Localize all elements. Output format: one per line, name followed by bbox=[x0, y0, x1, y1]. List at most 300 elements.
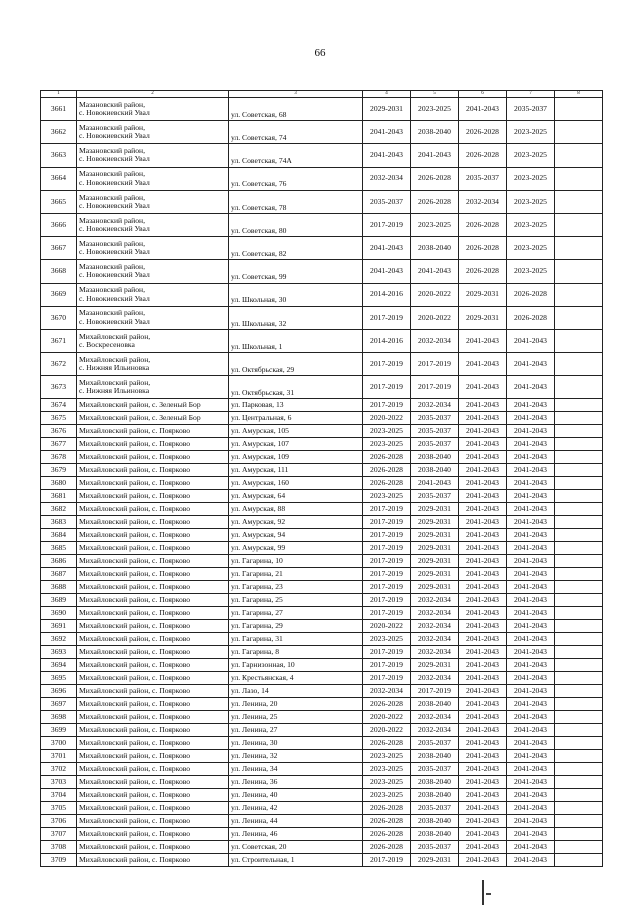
empty-col-8 bbox=[555, 724, 603, 737]
table-row bbox=[41, 802, 603, 815]
table-row bbox=[41, 438, 603, 451]
period-col-4: 2017-2019 bbox=[363, 399, 411, 412]
table-body bbox=[41, 91, 603, 867]
period-col-7: 2041-2043 bbox=[507, 659, 555, 672]
table-row bbox=[41, 376, 603, 399]
period-col-7: 2041-2043 bbox=[507, 828, 555, 841]
period-col-7: 2041-2043 bbox=[507, 724, 555, 737]
locality-line: Мазановский район, bbox=[79, 122, 145, 132]
table-row bbox=[41, 329, 603, 352]
period-col-7: 2035-2037 bbox=[507, 98, 555, 121]
table-row bbox=[41, 121, 603, 144]
address-cell: ул. Ленина, 27 bbox=[229, 724, 363, 737]
period-col-6: 2041-2043 bbox=[459, 828, 507, 841]
period-col-7: 2041-2043 bbox=[507, 815, 555, 828]
empty-col-8 bbox=[555, 329, 603, 352]
locality-cell bbox=[77, 685, 229, 698]
period-col-4: 2017-2019 bbox=[363, 672, 411, 685]
locality-cell bbox=[77, 737, 229, 750]
locality-line: Михайловский район, с. Поярково bbox=[79, 790, 191, 800]
address-cell: ул. Ленина, 46 bbox=[229, 828, 363, 841]
period-col-7: 2041-2043 bbox=[507, 672, 555, 685]
table-row bbox=[41, 594, 603, 607]
period-col-4: 2017-2019 bbox=[363, 213, 411, 236]
period-col-6: 2041-2043 bbox=[459, 659, 507, 672]
period-col-4: 2041-2043 bbox=[363, 260, 411, 283]
empty-col-8 bbox=[555, 633, 603, 646]
address-cell: ул. Гагарина, 29 bbox=[229, 620, 363, 633]
register-table bbox=[40, 90, 603, 867]
address-cell: ул. Гарнизонная, 10 bbox=[229, 659, 363, 672]
empty-col-8 bbox=[555, 685, 603, 698]
empty-col-8 bbox=[555, 425, 603, 438]
table-row bbox=[41, 503, 603, 516]
period-col-7: 2041-2043 bbox=[507, 737, 555, 750]
period-col-7: 2041-2043 bbox=[507, 594, 555, 607]
period-col-4: 2041-2043 bbox=[363, 121, 411, 144]
locality-cell bbox=[77, 477, 229, 490]
period-col-5: 2038-2040 bbox=[411, 828, 459, 841]
period-col-7: 2041-2043 bbox=[507, 464, 555, 477]
table-row bbox=[41, 750, 603, 763]
locality-cell bbox=[77, 750, 229, 763]
empty-col-8 bbox=[555, 607, 603, 620]
address-cell: ул. Лазо, 14 bbox=[229, 685, 363, 698]
empty-col-8 bbox=[555, 750, 603, 763]
locality-line: Михайловский район, с. Поярково bbox=[79, 569, 191, 579]
period-col-4: 2017-2019 bbox=[363, 353, 411, 376]
period-col-6: 2041-2043 bbox=[459, 451, 507, 464]
period-col-5: 2032-2034 bbox=[411, 672, 459, 685]
locality-cell bbox=[77, 425, 229, 438]
table-row bbox=[41, 237, 603, 260]
locality-line: с. Нижняя Ильиновка bbox=[79, 363, 150, 373]
row-number: 3678 bbox=[41, 451, 77, 464]
period-col-7: 2041-2043 bbox=[507, 376, 555, 399]
period-col-5: 2023-2025 bbox=[411, 213, 459, 236]
empty-col-8 bbox=[555, 659, 603, 672]
address-cell: ул. Гагарина, 8 bbox=[229, 646, 363, 659]
locality-line: с. Новокиевский Увал bbox=[79, 270, 150, 280]
locality-line: Михайловский район, с. Поярково bbox=[79, 647, 191, 657]
period-col-4: 2017-2019 bbox=[363, 503, 411, 516]
row-number: 3667 bbox=[41, 237, 77, 260]
address-cell: ул. Октябрьская, 31 bbox=[229, 376, 363, 399]
locality-cell bbox=[77, 542, 229, 555]
locality-line: Михайловский район, с. Поярково bbox=[79, 556, 191, 566]
row-number: 3694 bbox=[41, 659, 77, 672]
period-col-6: 2041-2043 bbox=[459, 737, 507, 750]
empty-col-8 bbox=[555, 594, 603, 607]
locality-line: Михайловский район, с. Поярково bbox=[79, 595, 191, 605]
table-row bbox=[41, 425, 603, 438]
table-row bbox=[41, 167, 603, 190]
address-cell: ул. Школьная, 30 bbox=[229, 283, 363, 306]
period-col-6: 2041-2043 bbox=[459, 376, 507, 399]
period-col-6: 2026-2028 bbox=[459, 144, 507, 167]
row-number: 3708 bbox=[41, 841, 77, 854]
period-col-6: 2041-2043 bbox=[459, 399, 507, 412]
period-col-4: 2026-2028 bbox=[363, 737, 411, 750]
locality-line: с. Новокиевский Увал bbox=[79, 247, 150, 257]
locality-cell bbox=[77, 260, 229, 283]
row-number: 3665 bbox=[41, 190, 77, 213]
address-cell: ул. Ленина, 25 bbox=[229, 711, 363, 724]
address-cell: ул. Гагарина, 27 bbox=[229, 607, 363, 620]
address-cell: ул. Советская, 76 bbox=[229, 167, 363, 190]
table-row bbox=[41, 776, 603, 789]
row-number: 3686 bbox=[41, 555, 77, 568]
locality-line: Мазановский район, bbox=[79, 285, 145, 295]
locality-cell bbox=[77, 789, 229, 802]
empty-col-8 bbox=[555, 283, 603, 306]
address-cell: ул. Советская, 68 bbox=[229, 98, 363, 121]
empty-col-8 bbox=[555, 581, 603, 594]
period-col-7: 2041-2043 bbox=[507, 399, 555, 412]
table-row bbox=[41, 815, 603, 828]
address-cell: ул. Амурская, 107 bbox=[229, 438, 363, 451]
period-col-4: 2023-2025 bbox=[363, 438, 411, 451]
locality-line: Мазановский район, bbox=[79, 262, 145, 272]
table-row bbox=[41, 789, 603, 802]
period-col-6: 2041-2043 bbox=[459, 568, 507, 581]
period-col-6: 2041-2043 bbox=[459, 353, 507, 376]
period-col-4: 2026-2028 bbox=[363, 477, 411, 490]
locality-line: Михайловский район, с. Поярково bbox=[79, 517, 191, 527]
table-row bbox=[41, 464, 603, 477]
period-col-4: 2023-2025 bbox=[363, 763, 411, 776]
period-col-5: 2029-2031 bbox=[411, 542, 459, 555]
address-cell: ул. Амурская, 99 bbox=[229, 542, 363, 555]
locality-cell bbox=[77, 828, 229, 841]
locality-cell bbox=[77, 841, 229, 854]
address-cell: ул. Амурская, 88 bbox=[229, 503, 363, 516]
table-row bbox=[41, 260, 603, 283]
period-col-4: 2026-2028 bbox=[363, 841, 411, 854]
table-row bbox=[41, 711, 603, 724]
period-col-6: 2041-2043 bbox=[459, 711, 507, 724]
period-col-5: 2029-2031 bbox=[411, 529, 459, 542]
period-col-5: 2032-2034 bbox=[411, 329, 459, 352]
empty-col-8 bbox=[555, 841, 603, 854]
locality-line: с. Новокиевский Увал bbox=[79, 154, 150, 164]
address-cell: ул. Советская, 99 bbox=[229, 260, 363, 283]
empty-col-8 bbox=[555, 376, 603, 399]
locality-cell bbox=[77, 98, 229, 121]
table-row bbox=[41, 737, 603, 750]
locality-line: Михайловский район, с. Поярково bbox=[79, 777, 191, 787]
row-number: 3709 bbox=[41, 854, 77, 867]
period-col-6: 2041-2043 bbox=[459, 490, 507, 503]
address-cell: ул. Школьная, 32 bbox=[229, 306, 363, 329]
period-col-4: 2014-2016 bbox=[363, 329, 411, 352]
empty-col-8 bbox=[555, 451, 603, 464]
period-col-5: 2017-2019 bbox=[411, 353, 459, 376]
column-number: 4 bbox=[363, 91, 411, 98]
locality-line: с. Воскресеновка bbox=[79, 339, 135, 349]
table-row bbox=[41, 144, 603, 167]
empty-col-8 bbox=[555, 399, 603, 412]
locality-cell bbox=[77, 555, 229, 568]
address-cell: ул. Ленина, 30 bbox=[229, 737, 363, 750]
period-col-7: 2041-2043 bbox=[507, 620, 555, 633]
period-col-5: 2032-2034 bbox=[411, 399, 459, 412]
period-col-5: 2041-2043 bbox=[411, 144, 459, 167]
locality-cell bbox=[77, 568, 229, 581]
period-col-5: 2032-2034 bbox=[411, 620, 459, 633]
period-col-6: 2041-2043 bbox=[459, 841, 507, 854]
row-number: 3672 bbox=[41, 353, 77, 376]
period-col-6: 2041-2043 bbox=[459, 607, 507, 620]
row-number: 3681 bbox=[41, 490, 77, 503]
row-number: 3668 bbox=[41, 260, 77, 283]
address-cell: ул. Октябрьская, 29 bbox=[229, 353, 363, 376]
address-cell: ул. Амурская, 105 bbox=[229, 425, 363, 438]
table-row bbox=[41, 854, 603, 867]
locality-line: Мазановский район, bbox=[79, 238, 145, 248]
locality-cell bbox=[77, 802, 229, 815]
period-col-4: 2023-2025 bbox=[363, 633, 411, 646]
period-col-4: 2026-2028 bbox=[363, 451, 411, 464]
row-number: 3700 bbox=[41, 737, 77, 750]
period-col-5: 2035-2037 bbox=[411, 802, 459, 815]
locality-cell bbox=[77, 237, 229, 260]
row-number: 3684 bbox=[41, 529, 77, 542]
table-row bbox=[41, 412, 603, 425]
period-col-5: 2038-2040 bbox=[411, 789, 459, 802]
row-number: 3707 bbox=[41, 828, 77, 841]
row-number: 3671 bbox=[41, 329, 77, 352]
empty-col-8 bbox=[555, 477, 603, 490]
locality-cell bbox=[77, 854, 229, 867]
address-cell: ул. Ленина, 40 bbox=[229, 789, 363, 802]
address-cell: ул. Гагарина, 21 bbox=[229, 568, 363, 581]
period-col-7: 2041-2043 bbox=[507, 763, 555, 776]
table-row bbox=[41, 213, 603, 236]
address-cell: ул. Ленина, 42 bbox=[229, 802, 363, 815]
locality-cell bbox=[77, 776, 229, 789]
locality-line: Мазановский район, bbox=[79, 146, 145, 156]
period-col-5: 2032-2034 bbox=[411, 607, 459, 620]
locality-cell bbox=[77, 329, 229, 352]
table-row bbox=[41, 555, 603, 568]
period-col-4: 2026-2028 bbox=[363, 698, 411, 711]
address-cell: ул. Советская, 82 bbox=[229, 237, 363, 260]
period-col-4: 2017-2019 bbox=[363, 376, 411, 399]
period-col-5: 2035-2037 bbox=[411, 412, 459, 425]
period-col-4: 2017-2019 bbox=[363, 607, 411, 620]
empty-col-8 bbox=[555, 672, 603, 685]
period-col-7: 2041-2043 bbox=[507, 685, 555, 698]
column-number: 5 bbox=[411, 91, 459, 98]
row-number: 3676 bbox=[41, 425, 77, 438]
locality-line: Михайловский район, с. Поярково bbox=[79, 673, 191, 683]
table-row bbox=[41, 542, 603, 555]
period-col-4: 2017-2019 bbox=[363, 854, 411, 867]
locality-cell bbox=[77, 144, 229, 167]
period-col-7: 2041-2043 bbox=[507, 438, 555, 451]
empty-col-8 bbox=[555, 438, 603, 451]
row-number: 3695 bbox=[41, 672, 77, 685]
period-col-6: 2041-2043 bbox=[459, 776, 507, 789]
table-row bbox=[41, 190, 603, 213]
table-row bbox=[41, 633, 603, 646]
locality-cell bbox=[77, 620, 229, 633]
period-col-5: 2023-2025 bbox=[411, 98, 459, 121]
period-col-7: 2041-2043 bbox=[507, 854, 555, 867]
address-cell: ул. Центральная, 6 bbox=[229, 412, 363, 425]
period-col-5: 2032-2034 bbox=[411, 711, 459, 724]
row-number: 3706 bbox=[41, 815, 77, 828]
period-col-6: 2041-2043 bbox=[459, 503, 507, 516]
period-col-6: 2041-2043 bbox=[459, 724, 507, 737]
period-col-5: 2038-2040 bbox=[411, 121, 459, 144]
row-number: 3677 bbox=[41, 438, 77, 451]
address-cell: ул. Гагарина, 10 bbox=[229, 555, 363, 568]
address-cell: ул. Амурская, 160 bbox=[229, 477, 363, 490]
locality-line: Михайловский район, с. Поярково bbox=[79, 764, 191, 774]
period-col-7: 2023-2025 bbox=[507, 190, 555, 213]
locality-line: Михайловский район, с. Поярково bbox=[79, 426, 191, 436]
locality-line: Михайловский район, с. Поярково bbox=[79, 634, 191, 644]
locality-line: Михайловский район, с. Поярково bbox=[79, 699, 191, 709]
period-col-5: 2029-2031 bbox=[411, 659, 459, 672]
empty-col-8 bbox=[555, 237, 603, 260]
period-col-4: 2041-2043 bbox=[363, 144, 411, 167]
empty-col-8 bbox=[555, 620, 603, 633]
locality-cell bbox=[77, 464, 229, 477]
period-col-7: 2041-2043 bbox=[507, 412, 555, 425]
locality-line: Михайловский район, с. Поярково bbox=[79, 582, 191, 592]
period-col-6: 2029-2031 bbox=[459, 283, 507, 306]
row-number: 3670 bbox=[41, 306, 77, 329]
locality-cell bbox=[77, 594, 229, 607]
locality-line: Михайловский район, с. Зеленый Бор bbox=[79, 413, 201, 423]
period-col-6: 2041-2043 bbox=[459, 555, 507, 568]
empty-col-8 bbox=[555, 646, 603, 659]
period-col-5: 2026-2028 bbox=[411, 167, 459, 190]
period-col-7: 2041-2043 bbox=[507, 711, 555, 724]
period-col-5: 2035-2037 bbox=[411, 763, 459, 776]
period-col-5: 2038-2040 bbox=[411, 237, 459, 260]
column-number-row bbox=[41, 91, 603, 98]
locality-line: с. Новокиевский Увал bbox=[79, 177, 150, 187]
address-cell: ул. Амурская, 64 bbox=[229, 490, 363, 503]
locality-cell bbox=[77, 167, 229, 190]
table-row bbox=[41, 451, 603, 464]
period-col-7: 2041-2043 bbox=[507, 516, 555, 529]
empty-col-8 bbox=[555, 306, 603, 329]
period-col-6: 2041-2043 bbox=[459, 594, 507, 607]
period-col-6: 2041-2043 bbox=[459, 698, 507, 711]
address-cell: ул. Крестьянская, 4 bbox=[229, 672, 363, 685]
row-number: 3673 bbox=[41, 376, 77, 399]
period-col-5: 2038-2040 bbox=[411, 776, 459, 789]
locality-line: с. Новокиевский Увал bbox=[79, 200, 150, 210]
locality-line: с. Нижняя Ильиновка bbox=[79, 386, 150, 396]
page-number: 66 bbox=[314, 47, 326, 59]
locality-line: Михайловский район, с. Поярково bbox=[79, 829, 191, 839]
period-col-7: 2023-2025 bbox=[507, 237, 555, 260]
period-col-5: 2035-2037 bbox=[411, 438, 459, 451]
empty-col-8 bbox=[555, 529, 603, 542]
period-col-6: 2041-2043 bbox=[459, 646, 507, 659]
locality-cell bbox=[77, 121, 229, 144]
period-col-6: 2041-2043 bbox=[459, 542, 507, 555]
period-col-6: 2032-2034 bbox=[459, 190, 507, 213]
row-number: 3674 bbox=[41, 399, 77, 412]
address-cell: ул. Ленина, 44 bbox=[229, 815, 363, 828]
locality-cell bbox=[77, 412, 229, 425]
period-col-5: 2026-2028 bbox=[411, 190, 459, 213]
locality-line: Михайловский район, с. Поярково bbox=[79, 504, 191, 514]
period-col-4: 2026-2028 bbox=[363, 802, 411, 815]
period-col-6: 2041-2043 bbox=[459, 438, 507, 451]
period-col-4: 2023-2025 bbox=[363, 750, 411, 763]
locality-line: Михайловский район, с. Поярково bbox=[79, 751, 191, 761]
period-col-5: 2029-2031 bbox=[411, 581, 459, 594]
table-row bbox=[41, 477, 603, 490]
row-number: 3705 bbox=[41, 802, 77, 815]
period-col-7: 2041-2043 bbox=[507, 451, 555, 464]
table-row bbox=[41, 685, 603, 698]
period-col-7: 2026-2028 bbox=[507, 306, 555, 329]
period-col-6: 2041-2043 bbox=[459, 98, 507, 121]
table-row bbox=[41, 828, 603, 841]
period-col-7: 2041-2043 bbox=[507, 841, 555, 854]
locality-line: Мазановский район, bbox=[79, 192, 145, 202]
row-number: 3683 bbox=[41, 516, 77, 529]
period-col-4: 2029-2031 bbox=[363, 98, 411, 121]
empty-col-8 bbox=[555, 854, 603, 867]
period-col-6: 2041-2043 bbox=[459, 412, 507, 425]
locality-line: Михайловский район, с. Поярково bbox=[79, 803, 191, 813]
address-cell: ул. Парковая, 13 bbox=[229, 399, 363, 412]
period-col-5: 2041-2043 bbox=[411, 260, 459, 283]
period-col-4: 2026-2028 bbox=[363, 815, 411, 828]
period-col-5: 2029-2031 bbox=[411, 555, 459, 568]
period-col-6: 2041-2043 bbox=[459, 672, 507, 685]
table-row bbox=[41, 607, 603, 620]
row-number: 3701 bbox=[41, 750, 77, 763]
empty-col-8 bbox=[555, 144, 603, 167]
period-col-7: 2041-2043 bbox=[507, 353, 555, 376]
period-col-7: 2041-2043 bbox=[507, 802, 555, 815]
period-col-6: 2041-2043 bbox=[459, 750, 507, 763]
period-col-5: 2020-2022 bbox=[411, 306, 459, 329]
address-cell: ул. Ленина, 20 bbox=[229, 698, 363, 711]
period-col-5: 2038-2040 bbox=[411, 698, 459, 711]
address-cell: ул. Гагарина, 25 bbox=[229, 594, 363, 607]
locality-line: Михайловский район, с. Поярково bbox=[79, 712, 191, 722]
period-col-5: 2032-2034 bbox=[411, 646, 459, 659]
period-col-5: 2041-2043 bbox=[411, 477, 459, 490]
locality-cell bbox=[77, 503, 229, 516]
row-number: 3662 bbox=[41, 121, 77, 144]
locality-cell bbox=[77, 633, 229, 646]
locality-line: Михайловский район, с. Поярково bbox=[79, 855, 191, 865]
row-number: 3689 bbox=[41, 594, 77, 607]
period-col-7: 2023-2025 bbox=[507, 260, 555, 283]
locality-cell bbox=[77, 376, 229, 399]
empty-col-8 bbox=[555, 190, 603, 213]
period-col-7: 2041-2043 bbox=[507, 646, 555, 659]
period-col-7: 2023-2025 bbox=[507, 121, 555, 144]
address-cell: ул. Советская, 78 bbox=[229, 190, 363, 213]
period-col-5: 2038-2040 bbox=[411, 750, 459, 763]
row-number: 3669 bbox=[41, 283, 77, 306]
period-col-6: 2041-2043 bbox=[459, 685, 507, 698]
